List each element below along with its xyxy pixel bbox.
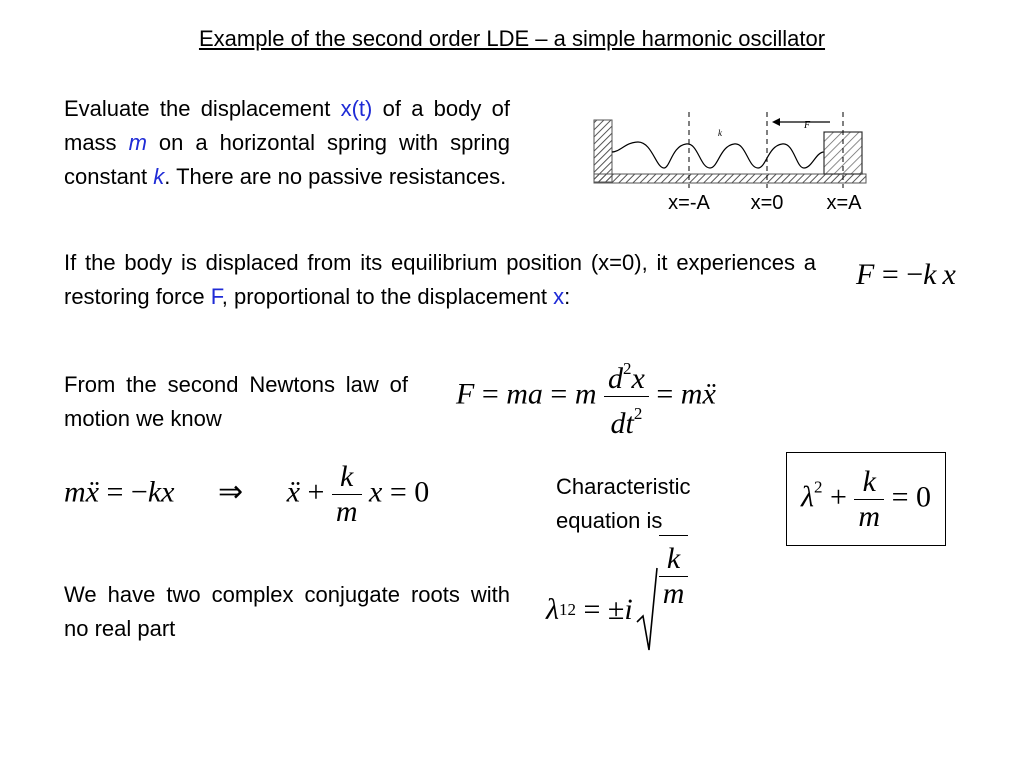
hooke-law-formula: F = −k x — [856, 258, 956, 291]
slide-title-text: Example of the second order LDE – a simple harmonic oscillator — [198, 26, 826, 51]
force-paragraph — [64, 246, 816, 314]
newton-formula: F = ma = m $\frac{d^2x}{dt^2}$ = mẍ — [456, 352, 716, 441]
force-x: x — [553, 284, 565, 309]
k-over-m-fraction: $\frac{k}{m}$ — [332, 460, 362, 529]
newton-text: From the second Newtons law of motion we know — [64, 372, 408, 431]
intro-xt: x(t) — [340, 96, 373, 121]
roots-k-over-m-fraction: $\frac{k}{m}$ — [659, 542, 689, 611]
intro-text-c: on a horizontal spring with spring constant — [64, 130, 510, 189]
tick-x-zero: x=0 — [750, 192, 784, 214]
intro-text-b: of a body of mass — [64, 96, 510, 155]
newton-paragraph — [64, 368, 408, 436]
spring-mass-figure — [590, 112, 880, 216]
force-text-c: : — [564, 284, 571, 309]
floor-icon — [594, 174, 866, 183]
force-text-a: If the body is displaced from its equilibrium position (x=0), it experiences a restoring force — [64, 250, 816, 309]
label-F: F — [804, 120, 811, 131]
intro-paragraph — [64, 92, 510, 194]
intro-m: m — [128, 130, 147, 155]
characteristic-text: Characteristic equation is — [556, 474, 691, 533]
characteristic-equation-box: $\lambda^2$ + $\frac{k}{m}$ = 0 — [786, 452, 946, 546]
tick-x-minus-a: x=-A — [668, 192, 710, 214]
sqrt-sign-icon — [635, 566, 659, 654]
slide-title — [0, 26, 1024, 52]
force-text-b: , proportional to the displacement — [221, 284, 554, 309]
intro-text-a: Evaluate the displacement — [64, 96, 341, 121]
intro-text-d: . There are no passive resistances. — [164, 164, 507, 189]
second-derivative-fraction: $\frac{d^2x}{dt^2}$ — [604, 352, 649, 441]
roots-text: We have two complex conjugate roots with no real part — [64, 582, 510, 641]
force-F: F — [210, 284, 222, 309]
roots-formula: λ 12 = ± i $\frac{k}{m}$ — [546, 566, 688, 654]
label-k: k — [718, 128, 722, 138]
intro-k: k — [153, 164, 165, 189]
roots-paragraph — [64, 578, 510, 646]
ode-formula: mẍ = −kx ⇒ ẍ + $\frac{k}{m}$ x = 0 — [64, 460, 430, 528]
tick-x-a: x=A — [826, 192, 862, 214]
char-k-over-m-fraction: $\frac{k}{m}$ — [854, 465, 884, 534]
wall-icon — [594, 120, 612, 182]
characteristic-label — [556, 470, 756, 538]
spring-icon — [612, 142, 824, 168]
